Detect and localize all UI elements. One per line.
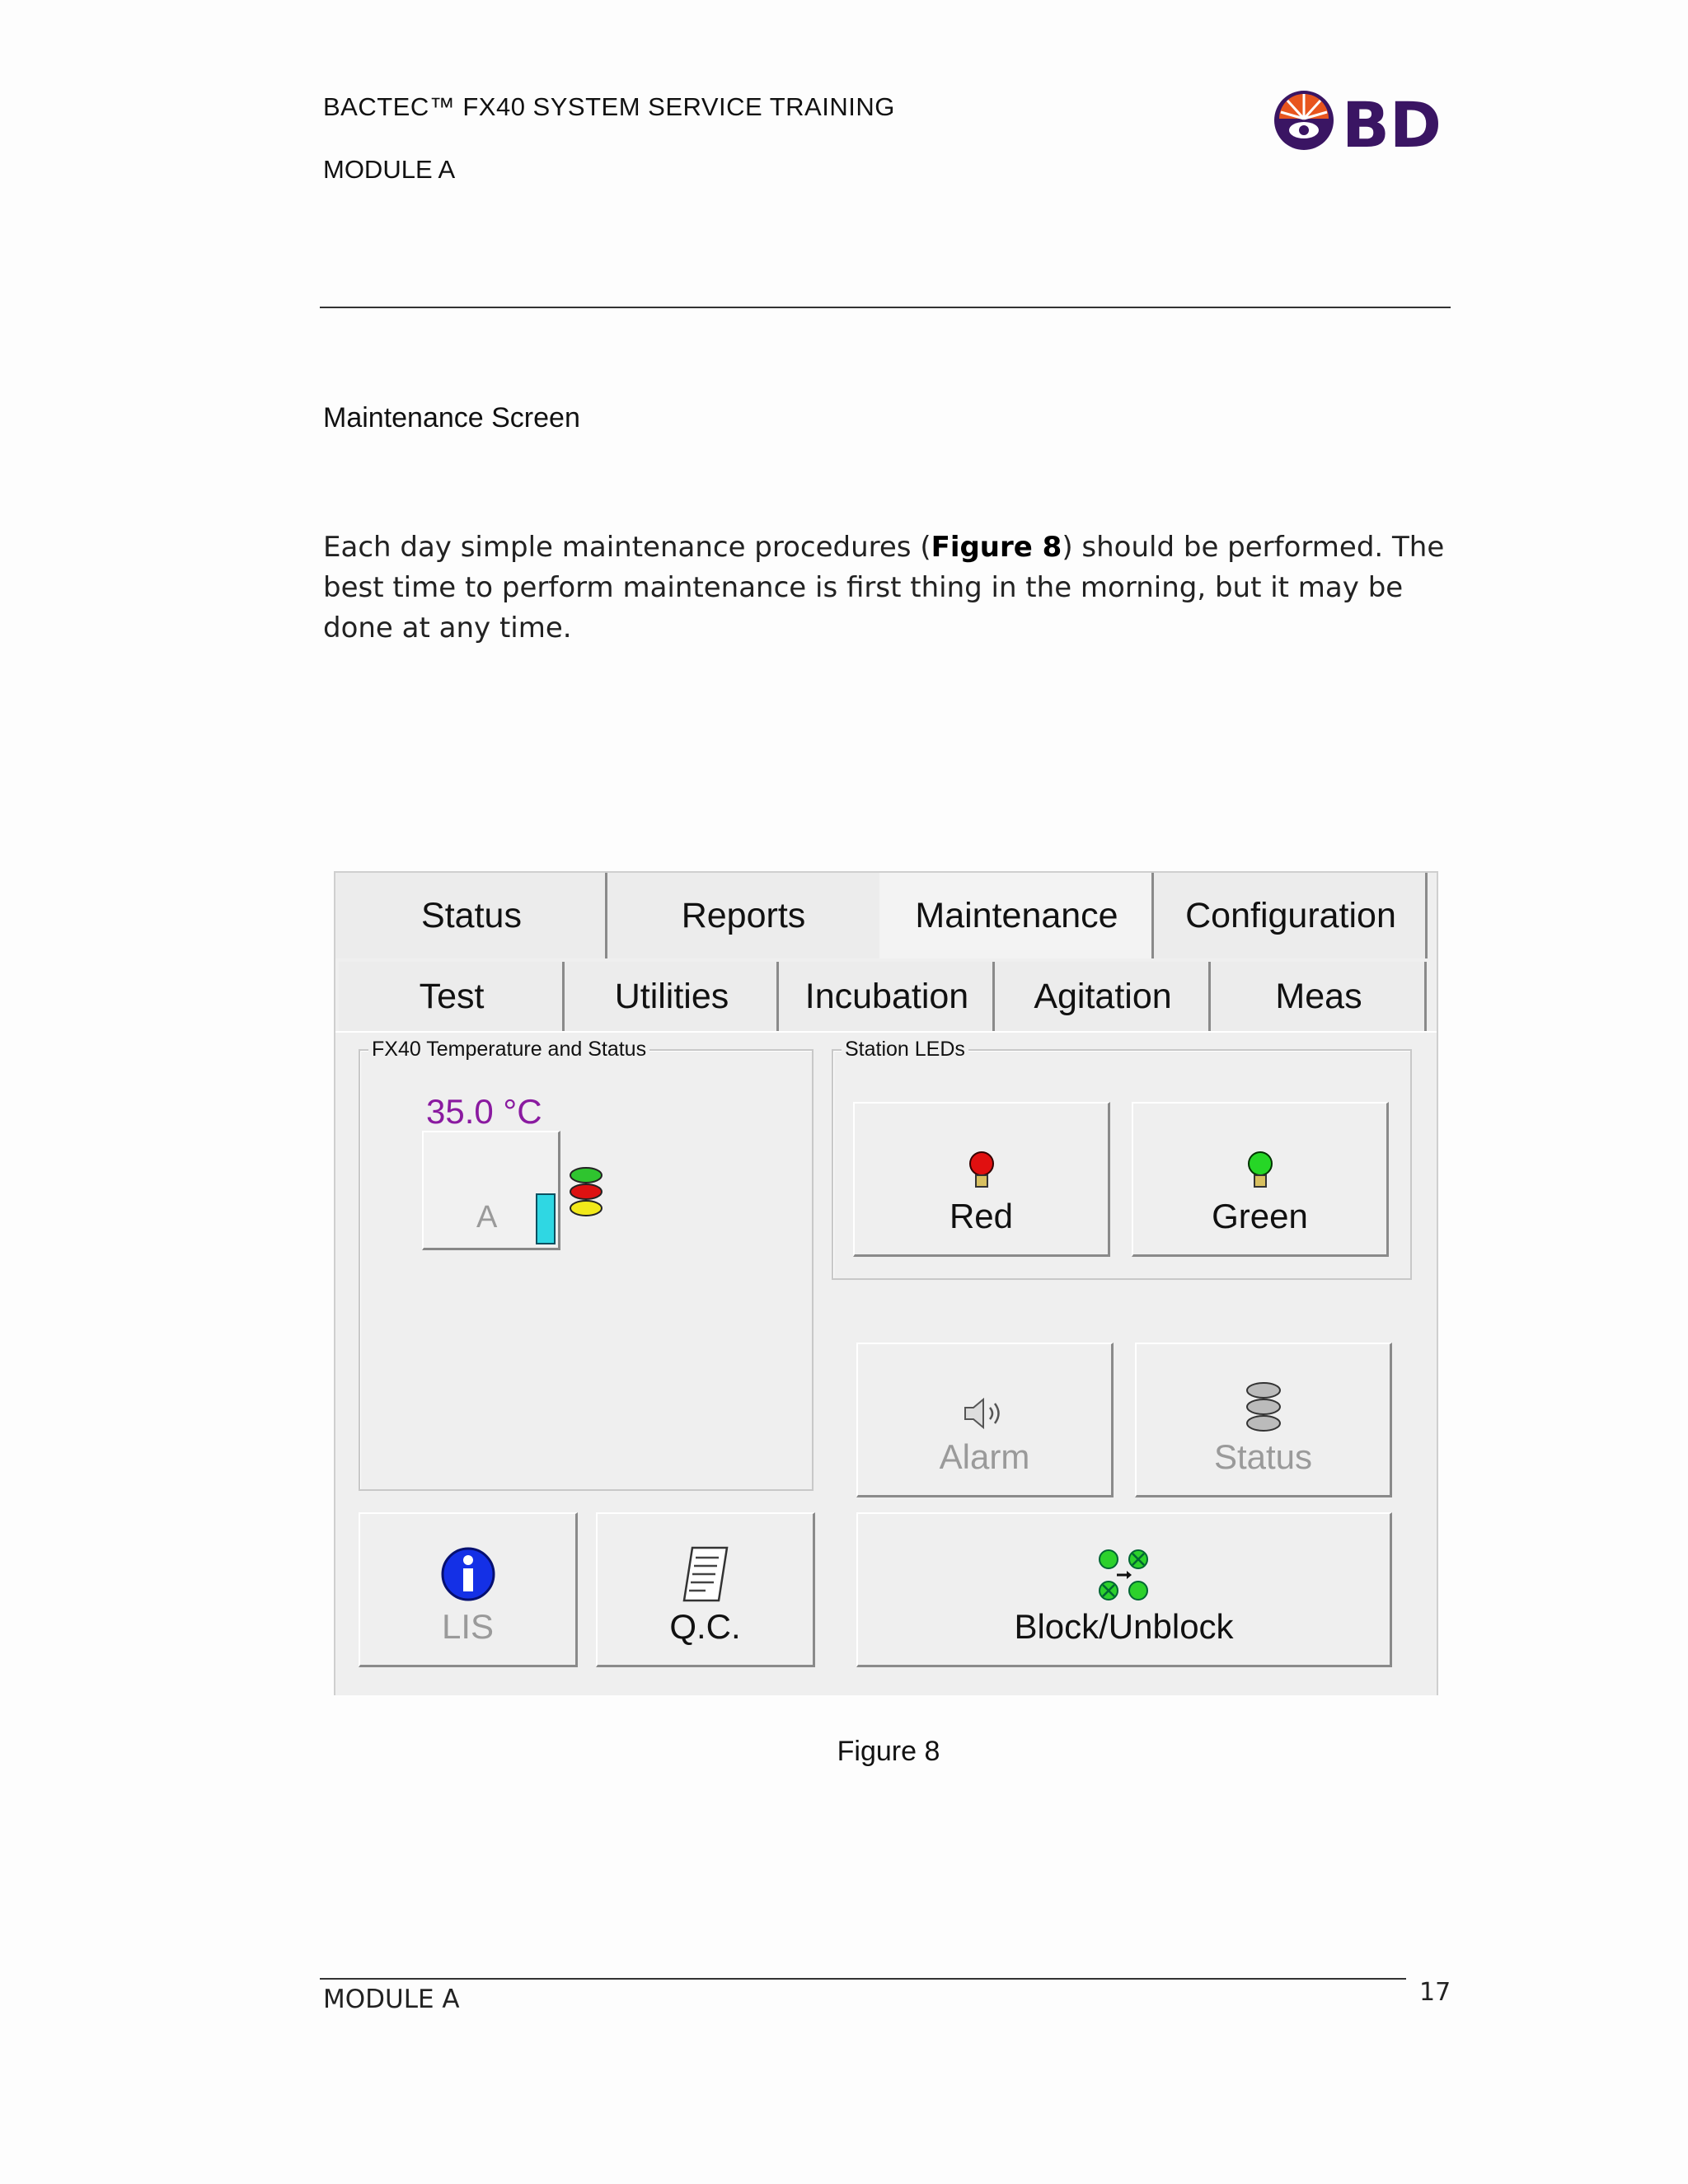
red-led-button[interactable] (853, 1102, 1110, 1257)
tab-utilities[interactable]: Utilities (565, 962, 779, 1031)
green-bulb-icon (1246, 1151, 1274, 1192)
header-rule (320, 307, 1451, 308)
para-text-1: Each day simple maintenance procedures ( (323, 531, 931, 564)
green-label: Green (1212, 1197, 1308, 1235)
lis-label: LIS (441, 1607, 495, 1646)
footer-rule (320, 1978, 1406, 1980)
temperature-value: 35.0 °C (426, 1092, 542, 1131)
speaker-icon (962, 1394, 1008, 1432)
tab-test[interactable]: Test (339, 962, 565, 1031)
lis-button[interactable] (359, 1512, 578, 1667)
para-text-2: ) should be performed. The best time to perform maintenance is first thing in the morning, but it may be done at any time. (323, 531, 1445, 644)
station-leds-group (832, 1038, 1412, 1280)
qc-label: Q.C. (669, 1607, 741, 1646)
status-light-gray-icon (1244, 1381, 1283, 1432)
alarm-button[interactable] (856, 1343, 1114, 1497)
red-label: Red (949, 1197, 1014, 1235)
alarm-label: Alarm (939, 1437, 1030, 1476)
red-bulb-icon (968, 1151, 996, 1192)
tab-incubation[interactable]: Incubation (779, 962, 995, 1031)
drawer-fill-icon (536, 1193, 556, 1244)
section-title: Maintenance Screen (323, 402, 580, 434)
station-leds-label: Station LEDs (842, 1038, 968, 1062)
info-icon (440, 1546, 496, 1602)
tab-configuration[interactable]: Configuration (1154, 873, 1428, 958)
status-button[interactable] (1135, 1343, 1392, 1497)
block-unblock-label: Block/Unblock (1014, 1607, 1234, 1646)
block-unblock-button[interactable] (856, 1512, 1392, 1667)
green-led-button[interactable] (1132, 1102, 1389, 1257)
bd-logo-text: BD (1342, 88, 1442, 162)
header-title: BACTEC™ FX40 SYSTEM SERVICE TRAINING (323, 92, 895, 121)
tab-status[interactable]: Status (335, 873, 607, 958)
maintenance-screen-figure (334, 871, 1438, 1695)
body-paragraph (323, 527, 1461, 649)
maintenance-panel (335, 1031, 1437, 1695)
block-unblock-icon (1097, 1548, 1151, 1602)
temperature-group-label: FX40 Temperature and Status (368, 1038, 649, 1062)
figure-caption: Figure 8 (837, 1736, 940, 1767)
qc-button[interactable] (596, 1512, 815, 1667)
report-icon (681, 1546, 730, 1602)
tab-agitation[interactable]: Agitation (995, 962, 1211, 1031)
status-label: Status (1213, 1437, 1313, 1476)
footer-module: MODULE A (323, 1985, 460, 2014)
temperature-status-group (359, 1038, 814, 1491)
drawer-a-tile[interactable] (422, 1131, 560, 1250)
bd-logo (1269, 82, 1442, 165)
header-module: MODULE A (323, 155, 456, 184)
figure-reference: Figure 8 (931, 531, 1062, 564)
bd-logo-sun-icon (1274, 91, 1334, 150)
tab-maintenance[interactable]: Maintenance (879, 873, 1154, 958)
status-light-icon (568, 1166, 604, 1217)
drawer-label: A (476, 1200, 498, 1235)
page-number: 17 (1419, 1978, 1451, 2007)
tab-meas[interactable]: Meas (1211, 962, 1427, 1031)
tab-reports[interactable]: Reports (607, 873, 879, 958)
